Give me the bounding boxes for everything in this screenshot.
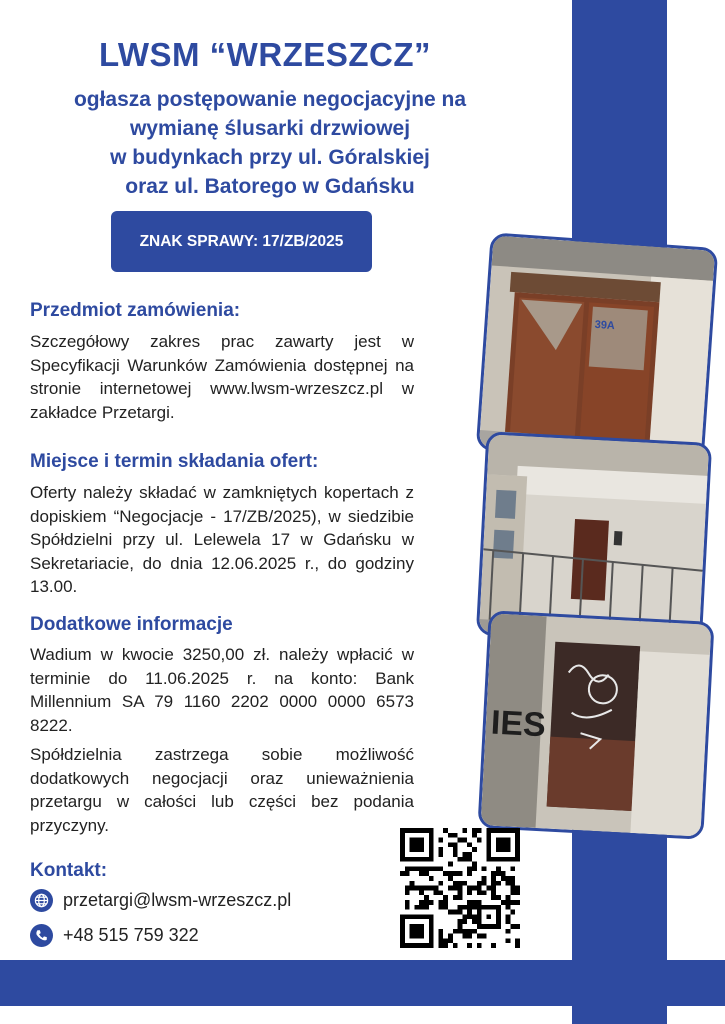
globe-icon — [30, 889, 53, 912]
contact-email[interactable]: przetargi@lwsm-wrzeszcz.pl — [63, 890, 292, 910]
photo-graffiti-door — [477, 610, 714, 840]
contact-phone[interactable]: +48 515 759 322 — [63, 925, 199, 945]
subject-heading: Przedmiot zamówienia: — [30, 300, 241, 321]
additional-text-deposit: Wadium w kwocie 3250,00 zł. należy wpłacić w terminie do 11.06.2025 r. na konto: Bank Millennium SA 79 1160 2202 0000 0000 6573 8222. — [30, 645, 414, 735]
subtitle-line: wymianę ślusarki drzwiowej — [129, 117, 411, 140]
graffiti-lettering: IES — [489, 703, 547, 745]
offers-heading: Miejsce i termin składania ofert: — [30, 451, 319, 472]
page-title: LWSM “WRZESZCZ” — [99, 36, 431, 73]
contact-email-row[interactable] — [30, 889, 291, 912]
additional-heading: Dodatkowe informacje — [30, 614, 233, 635]
decorative-footer-bar — [0, 960, 725, 1006]
contact-phone-row[interactable] — [30, 924, 199, 947]
door-number-label: 39A — [594, 318, 616, 333]
subtitle-line: oraz ul. Batorego w Gdańsku — [125, 175, 415, 198]
offers-text: Oferty należy składać w zamkniętych kopertach z dopiskiem “Negocjacje - 17/ZB/2025), w siedzibie Spółdzielni przy ul. Lelewela 17 w Gdańsku w Sekretariacie, do dnia 12.06.2025 r., do godziny 13.00. — [30, 483, 414, 596]
announcement-subtitle — [40, 85, 500, 201]
subtitle-line: w budynkach przy ul. Góralskiej — [110, 146, 430, 169]
phone-icon — [30, 924, 53, 947]
subtitle-line: ogłasza postępowanie negocjacyjne na — [73, 88, 467, 111]
photo-door-39a — [476, 232, 719, 465]
qr-code[interactable] — [400, 828, 520, 948]
additional-text-reservation: Spółdzielnia zastrzega sobie możliwość dodatkowych negocjacji oraz unieważnienia przetargu w całości lub części bez podania przyczyny. — [30, 745, 414, 835]
subject-text: Szczegółowy zakres prac zawarty jest w Specyfikacji Warunków Zamówienia dostępnej na stronie internetowej www.lwsm-wrzeszcz.pl w zakładce Przetargi. — [30, 332, 414, 422]
contact-heading: Kontakt: — [30, 860, 108, 881]
case-number-badge: ZNAK SPRAWY: 17/ZB/2025 — [111, 211, 372, 272]
